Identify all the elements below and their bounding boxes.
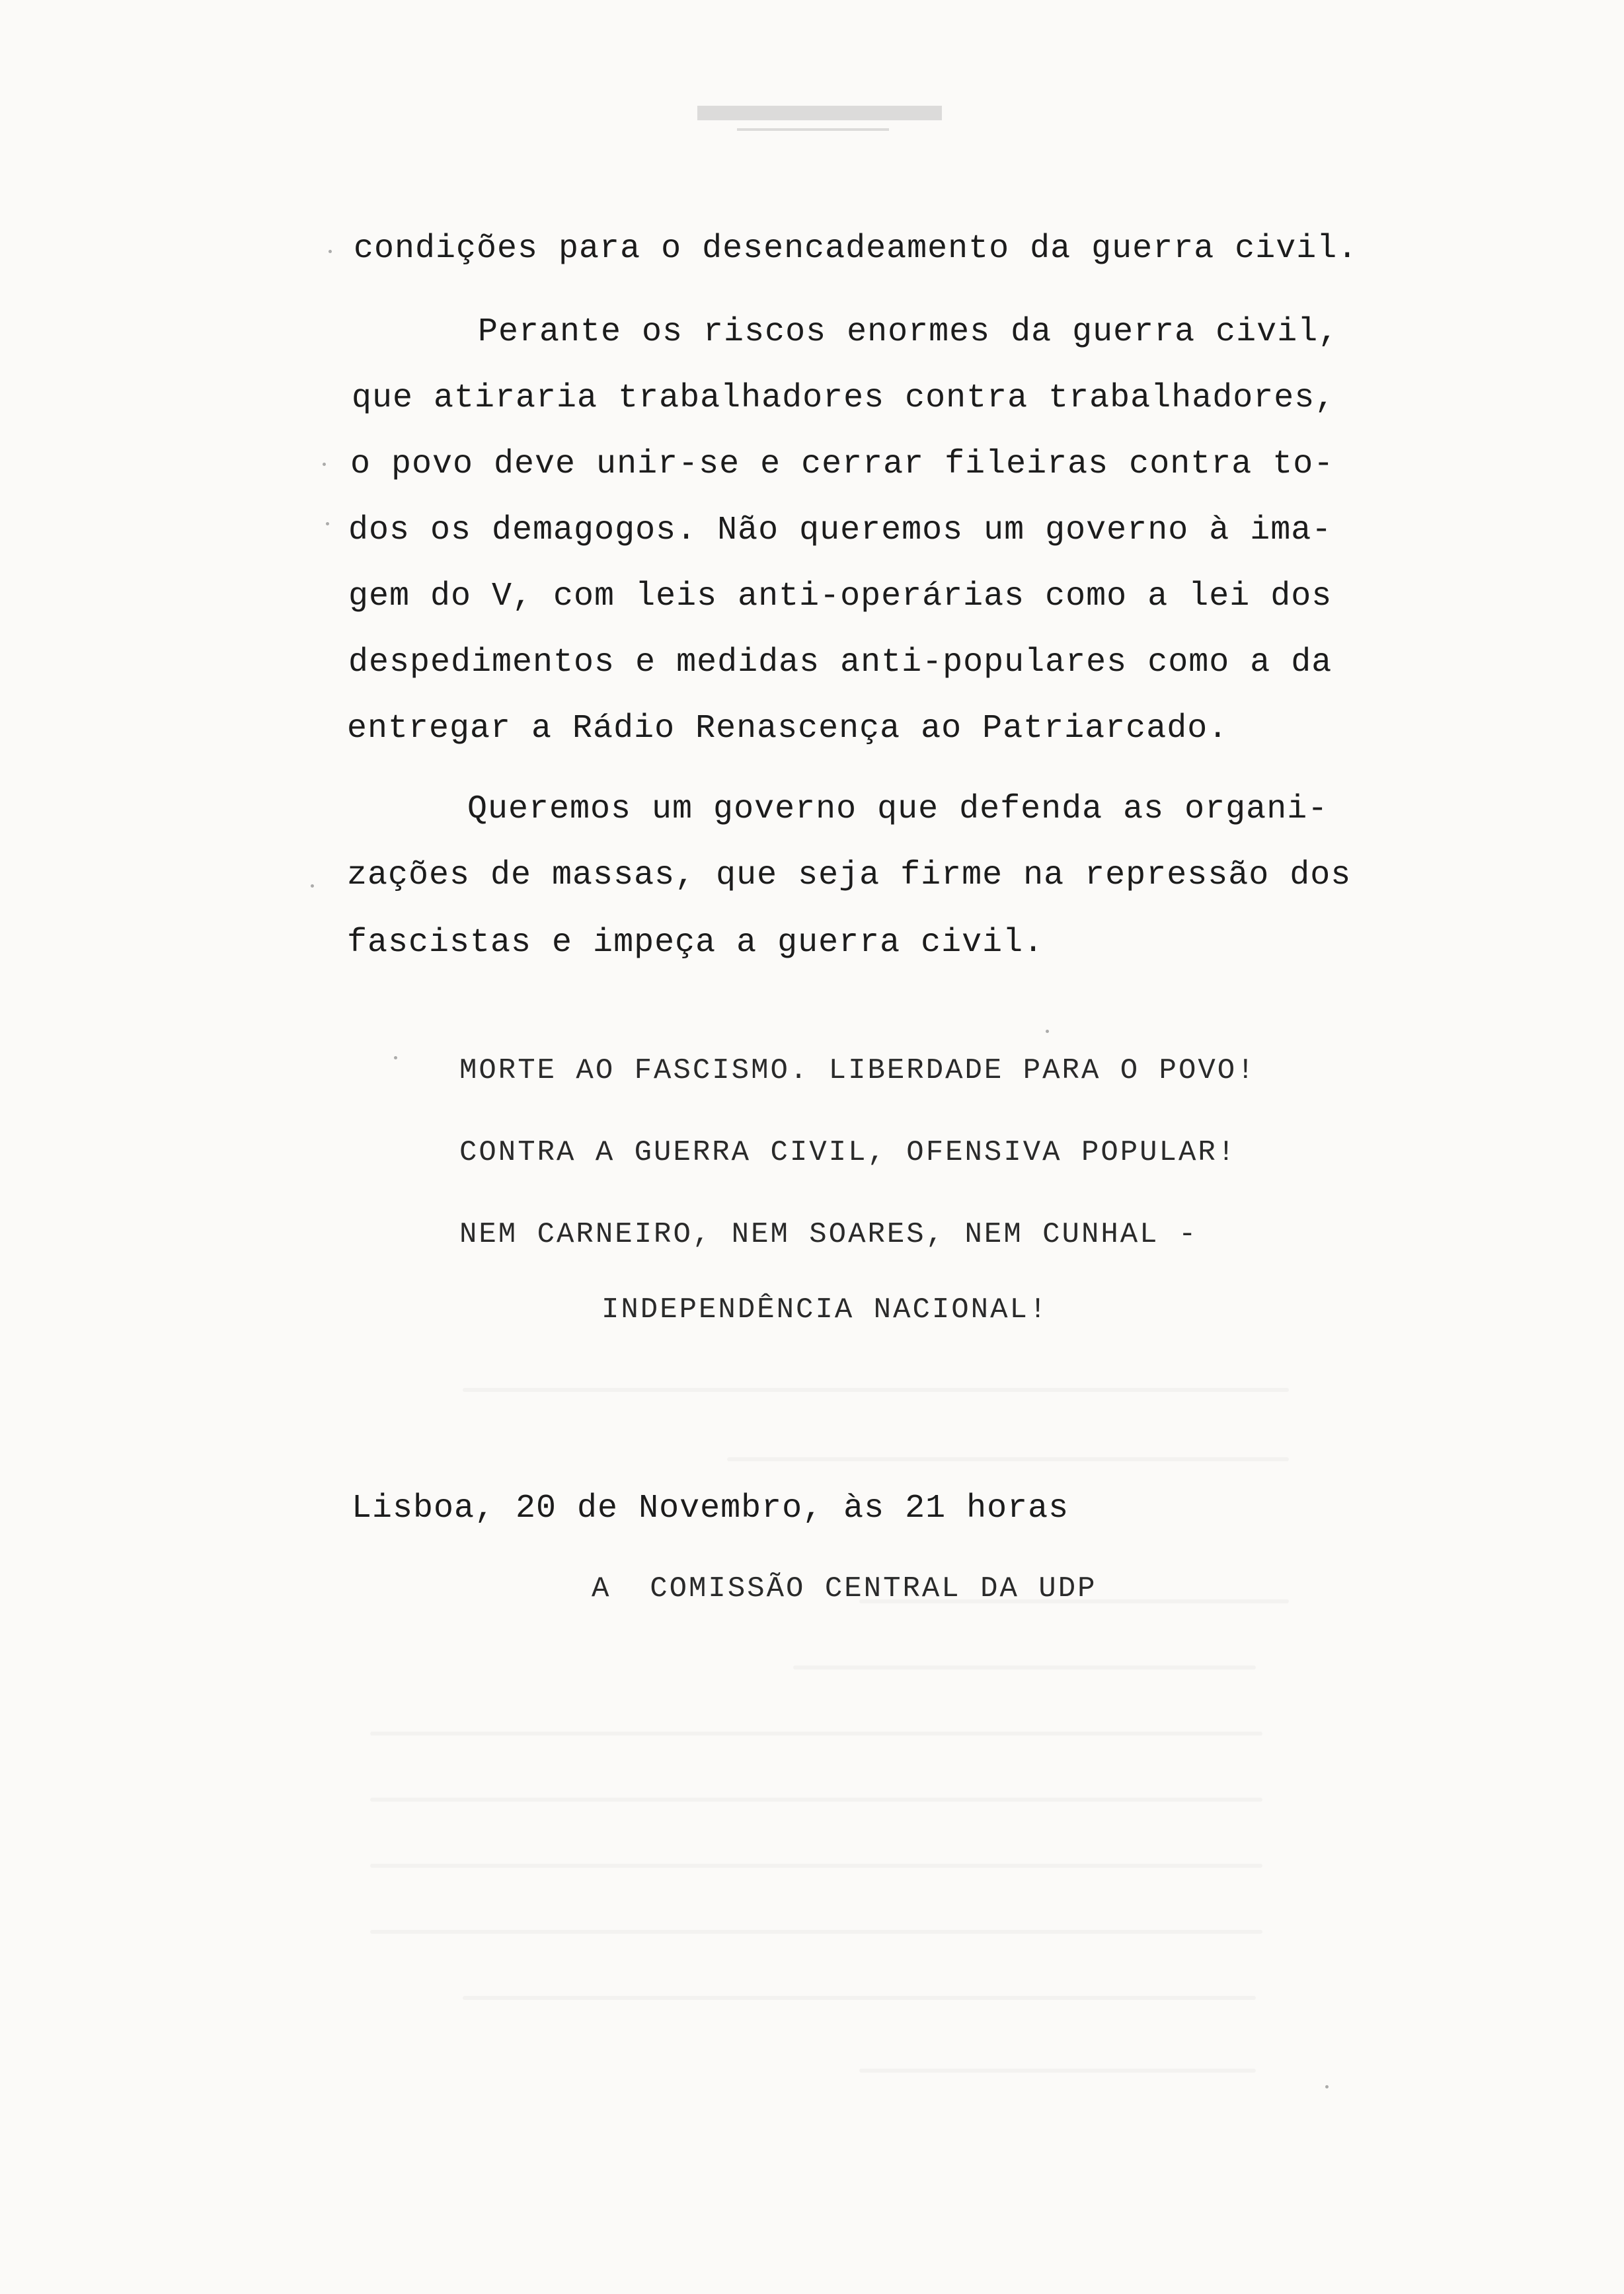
signature: A COMISSÃO CENTRAL DA UDP [592,1572,1097,1605]
show-through-line [463,1996,1256,2000]
paragraph-3-line-3: fascistas e impeça a guerra civil. [347,924,1044,962]
show-through-line [370,1732,1262,1736]
bleed-through-header [697,99,942,139]
slogan-line-4: INDEPENDÊNCIA NACIONAL! [601,1293,1049,1326]
show-through-line [463,1388,1289,1392]
scan-speck [329,250,332,253]
show-through-line [370,1930,1262,1934]
scan-speck [394,1056,397,1059]
show-through-line [793,1665,1256,1669]
slogan-line-1: MORTE AO FASCISMO. LIBERDADE PARA O POVO! [459,1054,1257,1087]
paragraph-2-line-1: Perante os riscos enormes da guerra civil, [478,313,1339,351]
paragraph-2-line-7: entregar a Rádio Renascença ao Patriarcado. [347,710,1229,747]
paragraph-2-line-6: despedimentos e medidas anti-populares como a da [348,644,1333,681]
show-through-line [859,1599,1289,1603]
scan-speck [1325,2085,1329,2088]
paragraph-3-line-2: zações de massas, que seja firme na repressão dos [347,857,1352,894]
paragraph-2-line-2: que atiraria trabalhadores contra trabalhadores, [352,379,1336,417]
scan-speck [311,884,314,888]
paragraph-2-line-3: o povo deve unir-se e cerrar fileiras contra to- [350,445,1334,483]
show-through-line [859,2069,1256,2073]
scan-speck [1046,1030,1049,1033]
scan-speck [326,522,329,525]
slogan-line-2: CONTRA A GUERRA CIVIL, OFENSIVA POPULAR! [459,1136,1237,1169]
show-through-line [370,1864,1262,1868]
scan-speck [323,463,326,466]
show-through-line [370,1798,1262,1802]
place-and-date: Lisboa, 20 de Novembro, às 21 horas [352,1490,1069,1527]
paragraph-2-line-5: gem do V, com leis anti-operárias como a lei dos [348,578,1333,615]
paragraph-2-line-4: dos os demagogos. Não queremos um governo à ima- [348,512,1333,549]
show-through-line [727,1457,1289,1461]
paragraph-1-line-1: condições para o desencadeamento da guerra civil. [354,230,1358,268]
slogan-line-3: NEM CARNEIRO, NEM SOARES, NEM CUNHAL - [459,1218,1198,1251]
paragraph-3-line-1: Queremos um governo que defenda as organi- [467,790,1329,828]
